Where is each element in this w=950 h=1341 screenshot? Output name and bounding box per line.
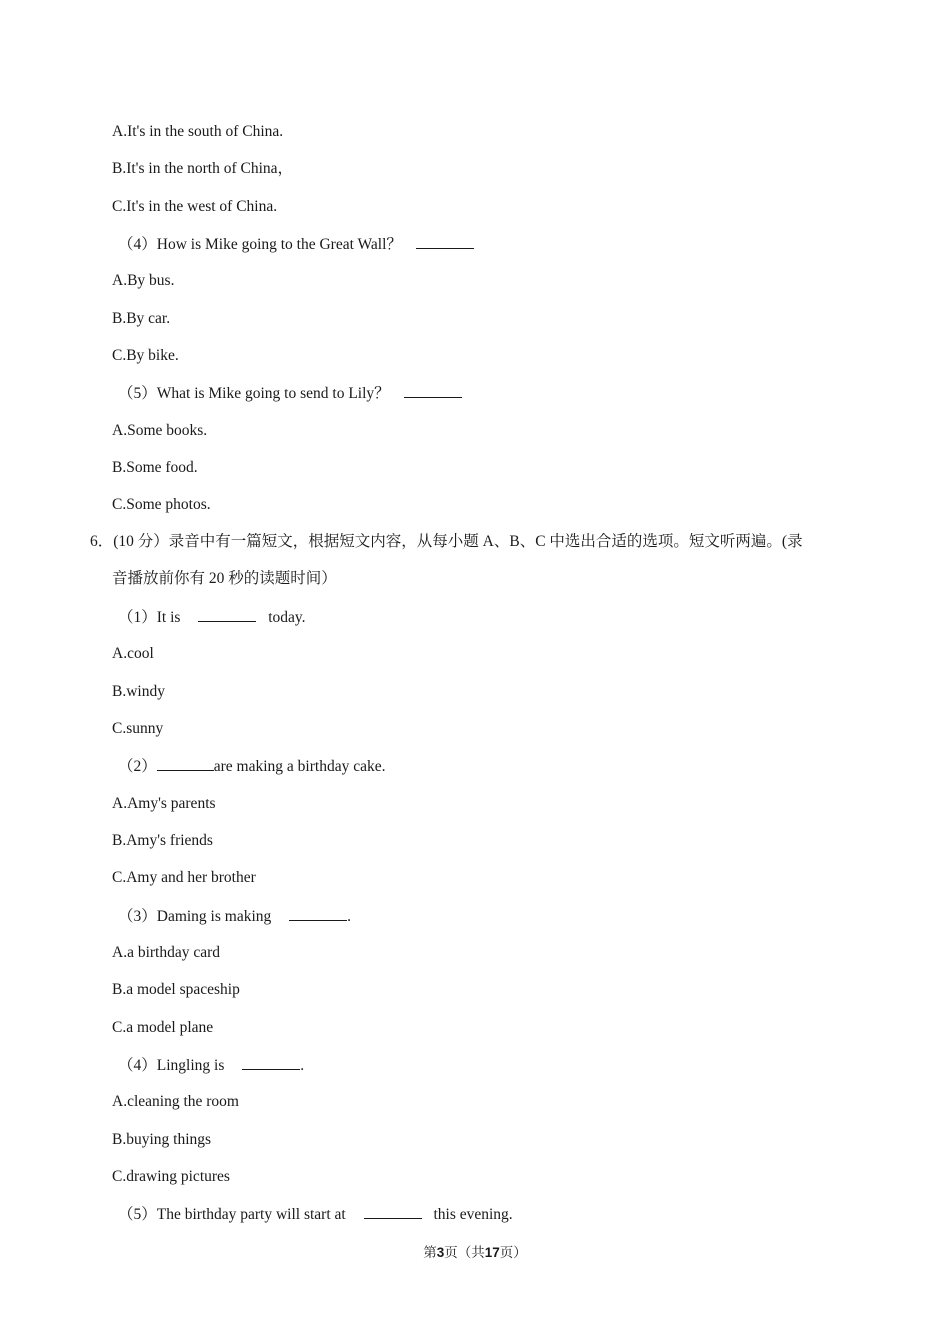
answer-blank <box>404 383 462 398</box>
answer-blank <box>289 906 347 921</box>
q6-3-option-a: A.a birthday card <box>112 944 221 961</box>
q6-4-post: . <box>300 1057 305 1074</box>
page-footer <box>0 1244 950 1262</box>
q6-2-question <box>118 756 385 777</box>
q6-4-pre: （4）Lingling is <box>118 1057 225 1074</box>
q6-1-option-b: B.windy <box>112 683 165 700</box>
q6-3-option-b: B.a model spaceship <box>112 981 240 998</box>
answer-blank <box>364 1204 422 1219</box>
q5-5-option-c: C.Some photos. <box>112 496 211 513</box>
q6-1-post: today. <box>268 609 306 626</box>
q5-4-question <box>118 234 476 255</box>
footer-pre: 第 <box>423 1245 437 1260</box>
q5-5-option-a: A.Some books. <box>112 422 208 439</box>
q6-1-question <box>118 607 306 628</box>
q6-4-option-c: C.drawing pictures <box>112 1168 230 1185</box>
q6-2-option-b: B.Amy's friends <box>112 832 213 849</box>
q6-1-option-c: C.sunny <box>112 720 164 737</box>
q6-5-pre: （5）The birthday party will start at <box>118 1206 346 1223</box>
answer-blank <box>242 1055 300 1070</box>
q6-5-question <box>118 1204 513 1225</box>
q6-3-post: . <box>347 908 352 925</box>
q6-3-pre: （3）Daming is making <box>118 908 272 925</box>
q5-4-option-b: B.By car. <box>112 310 171 327</box>
q6-4-option-a: A.cleaning the room <box>112 1093 239 1110</box>
q6-heading-line1: 6．(10 分）录音中有一篇短文，根据短文内容，从每小题 A、B、C 中选出合适的选项。短文听两遍。(录 <box>90 533 803 550</box>
answer-blank <box>416 234 474 249</box>
q5-4-option-a: A.By bus. <box>112 272 175 289</box>
q6-3-option-c: C.a model plane <box>112 1019 214 1036</box>
q6-2-option-c: C.Amy and her brother <box>112 869 256 886</box>
q6-heading-line2: 音播放前你有 20 秒的读题时间） <box>112 570 337 587</box>
q5-5-text: （5）What is Mike going to send to Lily？ <box>118 385 390 402</box>
footer-page-number: 3 <box>436 1245 445 1260</box>
q5-4-text: （4）How is Mike going to the Great Wall？ <box>118 236 402 253</box>
q6-1-pre: （1）It is <box>118 609 181 626</box>
q5-5-question <box>118 383 464 404</box>
q6-2-post: are making a birthday cake. <box>213 758 386 775</box>
q6-3-question <box>118 906 351 927</box>
q6-4-option-b: B.buying things <box>112 1131 212 1148</box>
footer-post: 页） <box>499 1245 527 1260</box>
q5-4-option-c: C.By bike. <box>112 347 179 364</box>
q6-1-option-a: A.cool <box>112 645 154 662</box>
q6-2-option-a: A.Amy's parents <box>112 795 216 812</box>
q6-5-post: this evening. <box>433 1206 513 1223</box>
q5-5-option-b: B.Some food. <box>112 459 198 476</box>
footer-total-pages: 17 <box>484 1245 500 1260</box>
answer-blank <box>157 756 214 771</box>
q5-3-option-c: C.It's in the west of China. <box>112 198 278 215</box>
q5-3-option-a: A.It's in the south of China. <box>112 123 284 140</box>
answer-blank <box>198 607 256 622</box>
q5-3-option-b: B.It's in the north of China， <box>112 160 294 177</box>
footer-mid: 页（共 <box>444 1245 485 1260</box>
q6-4-question <box>118 1055 304 1076</box>
q6-2-pre: （2） <box>118 758 157 775</box>
